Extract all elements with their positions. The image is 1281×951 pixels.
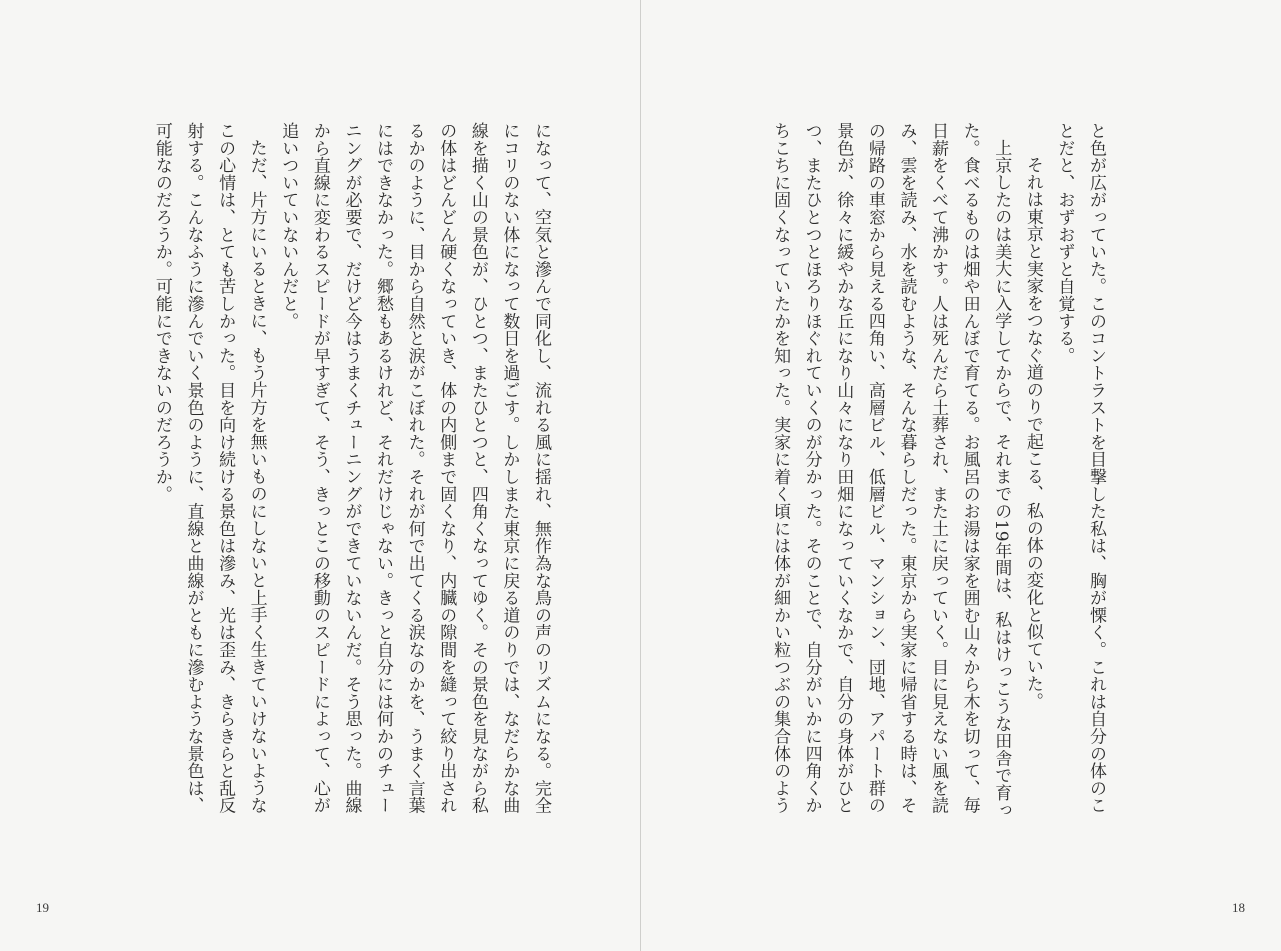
right-page-text xyxy=(711,122,1111,822)
paragraph: になって、空気と滲んで同化し、流れる風に揺れ、無作為な鳥の声のリズムになる。完全にコリのない体になって数日を過ごす。しかしまた東京に戻る道のりでは、なだらかな曲線を描く山の景色が、ひとつ、またひとつと、四角くなってゆく。その景色を見ながら私の体はどんどん硬くなっていき、体の内側まで固くなり、内臓の隙間を縫って絞り出されるかのように、目から自然と涙がこぼれた。それが何で出てくる涙なのかを、うまく言葉にはできなかった。郷愁もあるけれど、それだけじゃない。きっと自分には何かのチューニングが必要で、だけど今はうまくチューニングができていないんだ。そう思った。曲線から直線に変わるスピードが早すぎて、そう、きっとこの移動のスピードによって、心が追いついていないんだと。 xyxy=(278,122,551,814)
paragraph: 上京したのは美大に入学してからで、それまでの19年間は、私はけっこうな田舎で育った。食べるものは畑や田んぼで育てる。お風呂のお湯は家を囲む山々から木を切って、毎日薪をくべて沸かす。人は死んだら土葬され、また土に戻っていく。目に見えない風を読み、雲を読み、水を読むような、そんな暮らしだった。東京から実家に帰省する時は、その帰路の車窓から見える四角い、高層ビル、低層ビル、マンション、団地、アパート群の景色が、徐々に緩やかな丘になり山々になり田畑になっていくなかで、自分の身体がひとつ、またひとつとほろりほぐれていくのが分かった。そのことで、自分がいかに四角くかちこちに固くなっていたかを知った。実家に着く頃には体が細かい粒つぶの集合体のよう xyxy=(770,122,1012,819)
left-page xyxy=(0,0,640,951)
paragraph: ただ、片方にいるときに、もう片方を無いものにしないと上手く生きていけないようなこの心情は、とても苦しかった。目を向け続ける景色は滲み、光は歪み、きらきらと乱反射する。こんなふうに滲んでいく景色のように、直線と曲線がともに滲むような景色は、可能なのだろうか。可能にできないのだろうか。 xyxy=(151,122,267,814)
paragraph: それは東京と実家をつなぐ道のりで起こる、私の体の変化と似ていた。 xyxy=(1022,156,1043,710)
paragraph: と色が広がっていた。このコントラストを目撃した私は、胸が慄く。これは自分の体のことだと、おずおずと自覚する。 xyxy=(1054,122,1106,814)
left-page-text xyxy=(151,122,556,822)
page-number: 18 xyxy=(1232,900,1245,915)
right-page xyxy=(641,0,1281,951)
page-number: 19 xyxy=(36,900,49,915)
